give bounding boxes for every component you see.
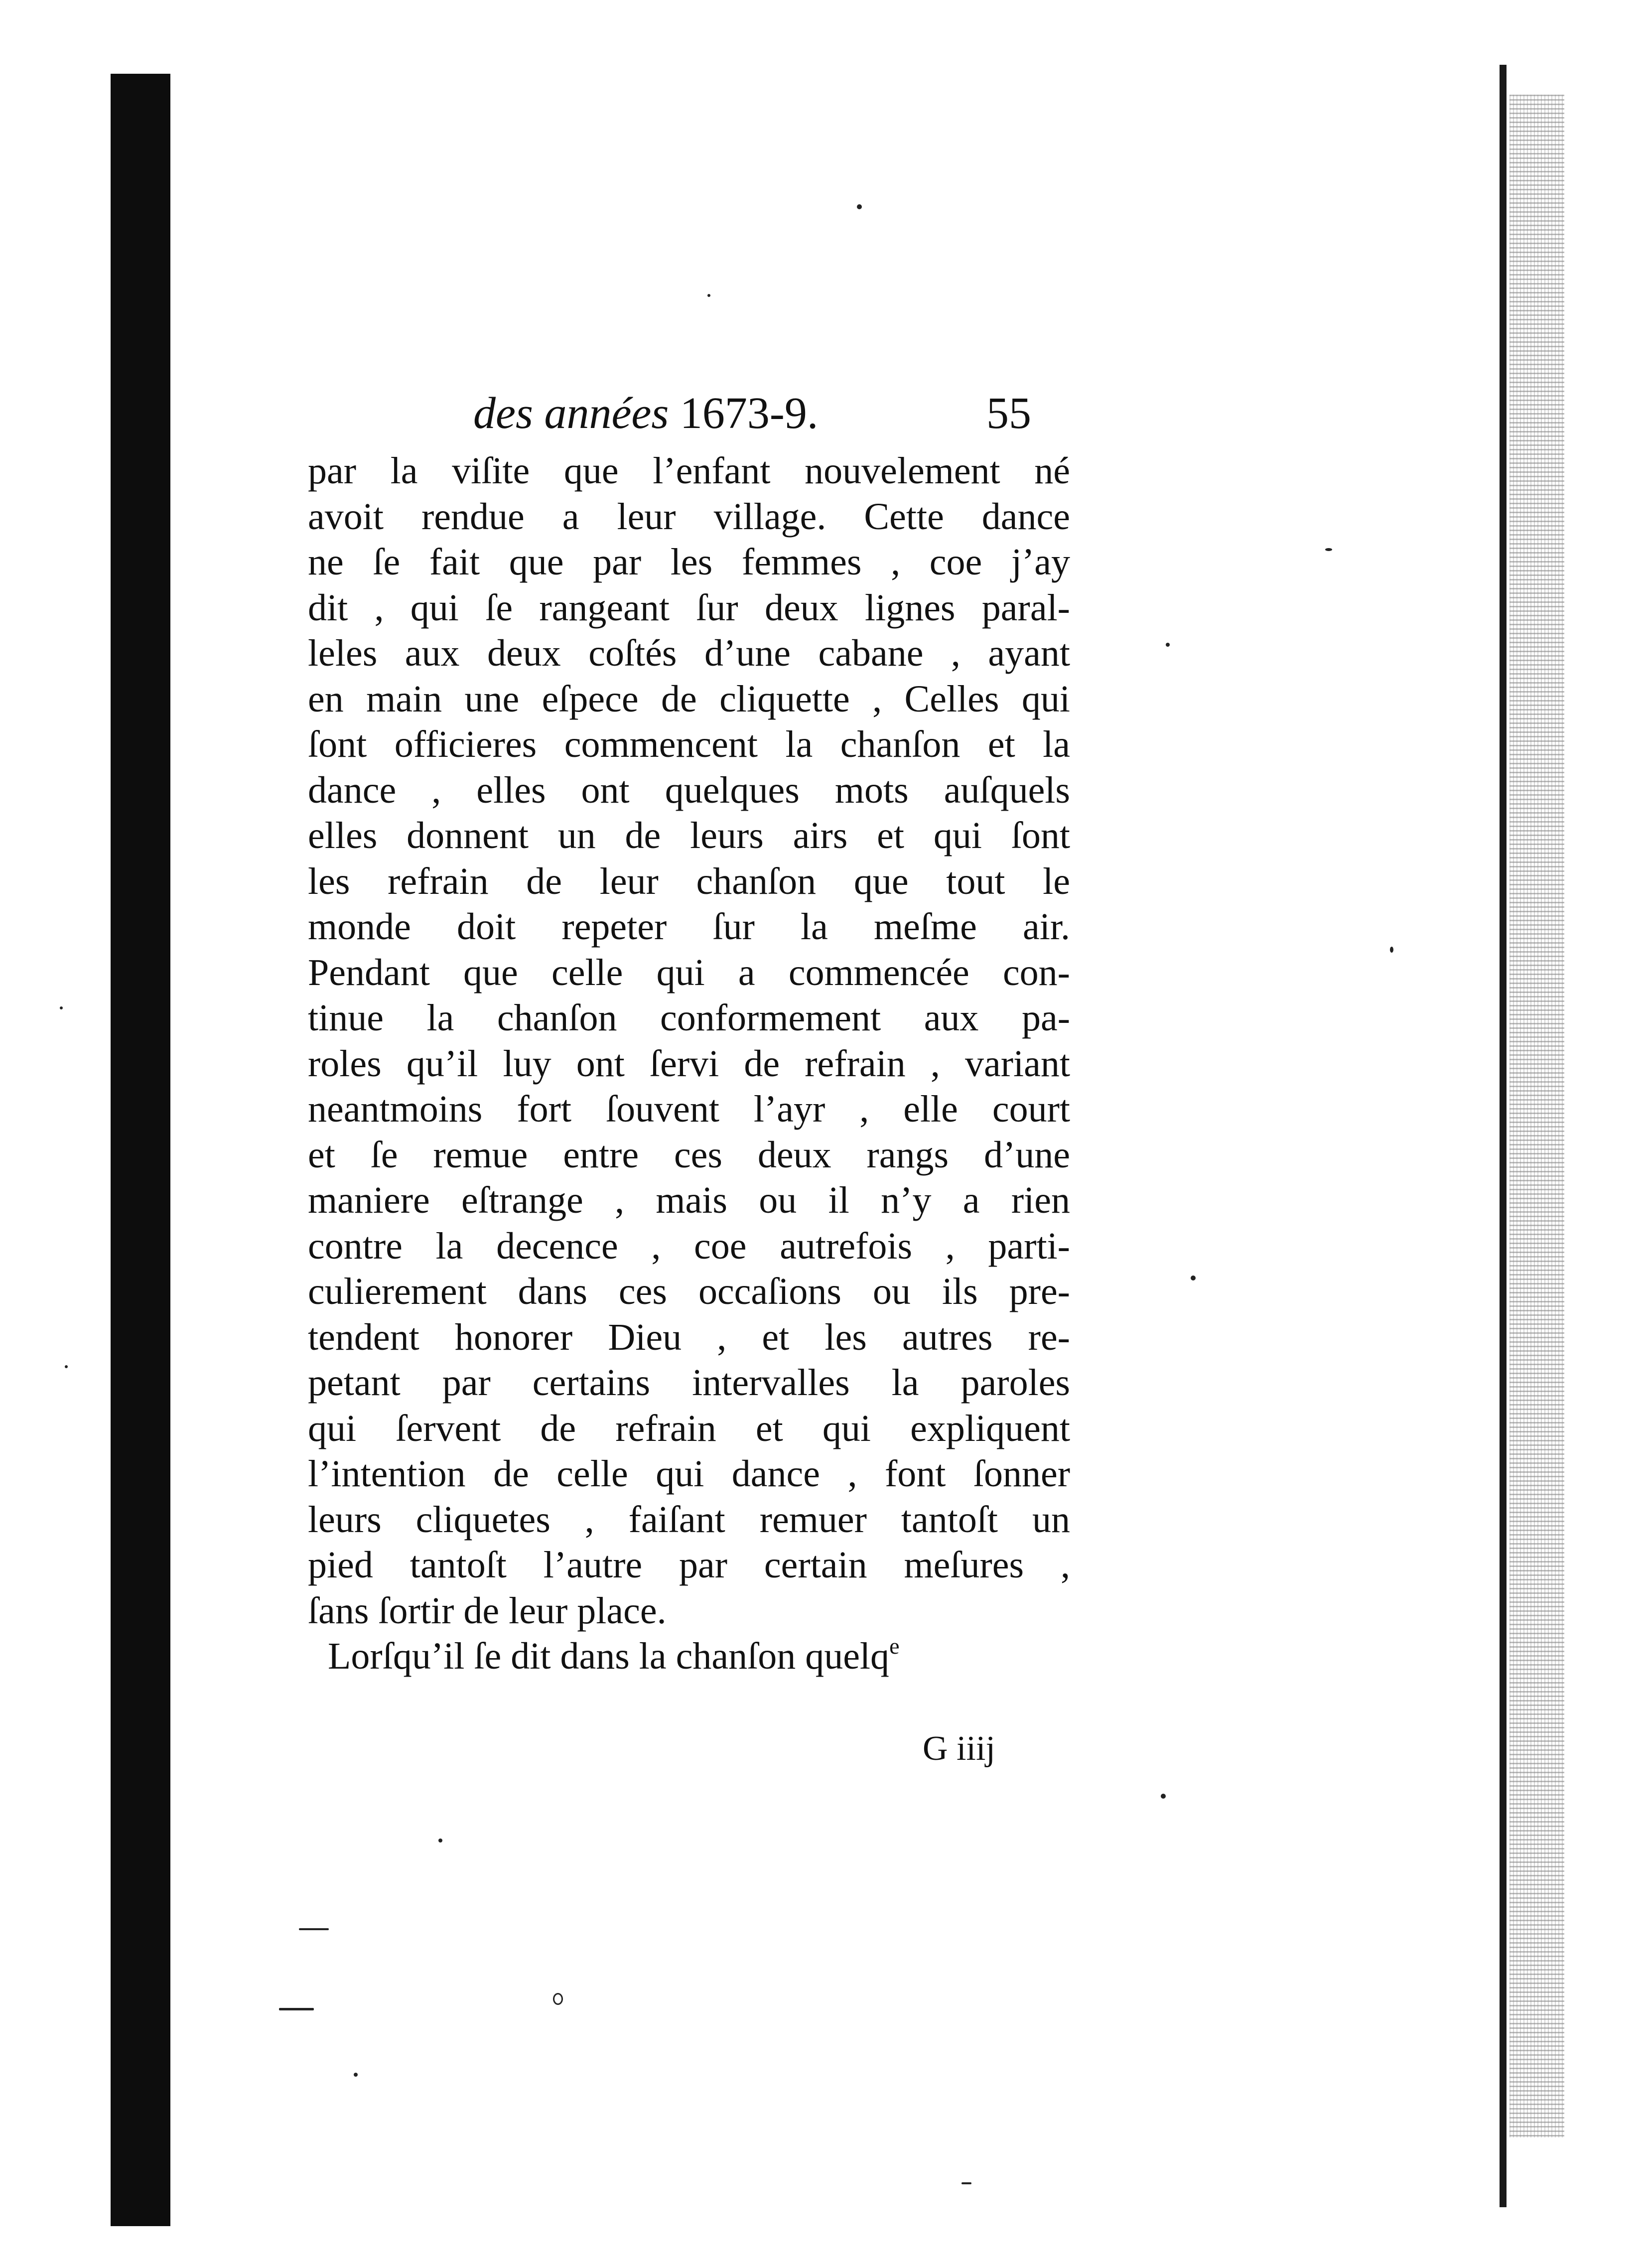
page-number: 55 (986, 389, 1031, 438)
text-line: tendent honorer Dieu , et les autres re- (308, 1316, 1070, 1358)
text-line: et ſe remue entre ces deux rangs d’une (308, 1134, 1070, 1176)
scan-speck (65, 1365, 68, 1368)
text-line: tinue la chanſon conformement aux pa- (308, 997, 1070, 1039)
text-line: neantmoins fort ſouvent l’ayr , elle court (308, 1088, 1070, 1130)
text-line: pied tantoſt l’autre par certain meſures , (308, 1544, 1070, 1586)
text-line: en main une eſpece de cliquette , Celles qui (308, 678, 1070, 720)
text-line: dit , qui ſe rangeant ſur deux lignes paral- (308, 586, 1070, 629)
text-line: avoit rendue a leur village. Cette dance (308, 495, 1070, 538)
text-line: dance , elles ont quelques mots auſquels (308, 769, 1070, 811)
scan-speck (438, 1839, 442, 1843)
text-line: qui ſervent de refrain et qui expliquent (308, 1407, 1070, 1449)
text-line: culierement dans ces occaſions ou ils pre- (308, 1271, 1070, 1312)
scan-speck (1191, 1276, 1196, 1280)
scan-speck (279, 2008, 314, 2010)
text-line: maniere eſtrange , mais ou il n’y a rien (308, 1179, 1070, 1221)
scan-speck (857, 204, 862, 209)
body-text (308, 448, 1070, 1680)
page-header (463, 384, 1061, 443)
scan-speck (299, 1928, 329, 1930)
scan-speck (961, 2182, 971, 2184)
text-line: monde doit repeter ſur la meſme air. (308, 906, 1070, 948)
text-line: l’intention de celle qui dance , font ſonner (308, 1453, 1070, 1495)
scan-speck (1390, 947, 1393, 953)
text-line: roles qu’il luy ont ſervi de refrain , variant (308, 1042, 1070, 1085)
text-line-main: Lorſqu’il ſe dit dans la chanſon quelq (328, 1635, 890, 1677)
text-line: ſans ſortir de leur place. (308, 1589, 667, 1632)
signature-mark: G iiij (923, 1729, 995, 1768)
abbreviation-superscript: e (889, 1633, 900, 1659)
text-line: ſont officieres commencent la chanſon et la (308, 723, 1070, 765)
running-head-italic: des années (473, 389, 669, 438)
page-edge-line (1500, 65, 1507, 2207)
text-line-paragraph-start (308, 1634, 1070, 1680)
text-line: elles donnent un de leurs airs et qui ſont (308, 815, 1070, 856)
text-line: contre la decence , coe autrefois , parti- (308, 1225, 1070, 1267)
running-head-years: 1673-9. (680, 389, 819, 438)
running-head (473, 384, 818, 443)
scan-speck (354, 2073, 358, 2077)
page-edge-noise (1490, 65, 1574, 2207)
scan-speck (60, 1006, 63, 1009)
scan-speck (553, 1993, 563, 2005)
scan-speck (707, 294, 710, 297)
text-line: par la viſite que l’enfant nouvelement né (308, 450, 1070, 492)
text-line: leles aux deux coſtés d’une cabane , ayant (308, 632, 1070, 674)
binding-edge-shadow (111, 74, 170, 2226)
scan-speck (1166, 643, 1170, 647)
scan-speck (1325, 548, 1332, 551)
page-edge-speckle (1509, 95, 1564, 2137)
text-line: petant par certains intervalles la paroles (308, 1362, 1070, 1404)
scan-speck (1161, 1794, 1166, 1799)
text-line: les refrain de leur chanſon que tout le (308, 860, 1070, 902)
text-line: leurs cliquetes , faiſant remuer tantoſt un (308, 1498, 1070, 1541)
text-line: Pendant que celle qui a commencée con- (308, 951, 1070, 993)
text-line: ne ſe fait que par les femmes , coe j’ay (308, 541, 1070, 583)
